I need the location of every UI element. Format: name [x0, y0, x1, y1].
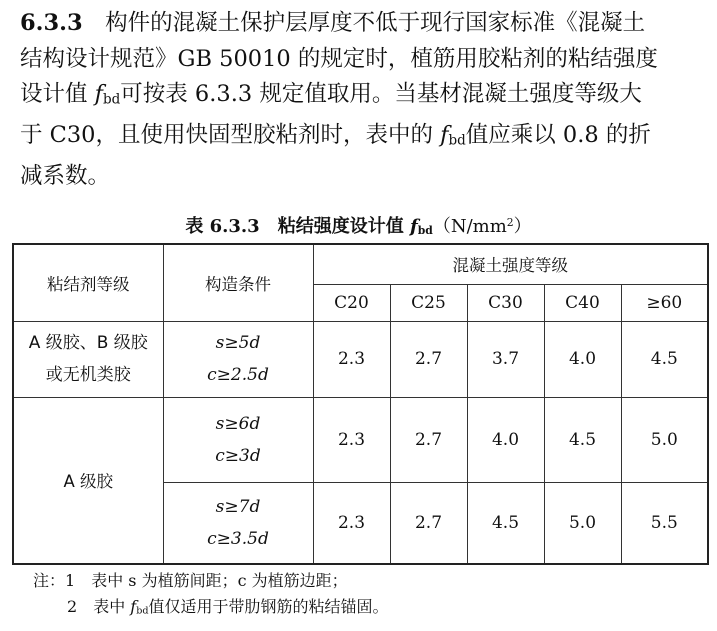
header-strength: 混凝土强度等级 — [313, 244, 708, 284]
header-adhesive: 粘结剂等级 — [13, 244, 163, 321]
symbol-bd: bd — [136, 605, 149, 617]
value-cell: 2.3 — [313, 397, 390, 482]
grade-cell: ≥60 — [621, 284, 708, 321]
clause-text: 于 C30，且使用快固型胶粘剂时，表中的 — [20, 121, 441, 148]
caption-unit: （N/mm — [432, 216, 507, 237]
value-cell: 4.0 — [544, 321, 621, 397]
clause-line-2: 结构设计规范》GB 50010 的规定时，植筋用胶粘剂的粘结强度 — [20, 45, 658, 72]
condition-cell — [163, 482, 313, 564]
grade-cell: C30 — [467, 284, 544, 321]
condition-line: s≥6d — [215, 413, 261, 434]
value-cell: 4.5 — [621, 321, 708, 397]
value-cell: 3.7 — [467, 321, 544, 397]
grade-cell: C20 — [313, 284, 390, 321]
table-notes — [33, 568, 389, 625]
symbol-bd: bd — [448, 132, 466, 149]
value-cell: 5.0 — [544, 482, 621, 564]
value-cell: 4.0 — [467, 397, 544, 482]
table-row — [13, 321, 708, 397]
caption-unit-sup: 2 — [506, 216, 514, 230]
clause-line-3 — [20, 77, 710, 118]
condition-line: s≥5d — [215, 333, 261, 353]
bond-strength-table — [12, 243, 709, 565]
caption-unit-close: ） — [513, 216, 532, 237]
caption-title: 表 6.3.3 粘结强度设计值 — [185, 216, 410, 237]
value-cell: 4.5 — [467, 482, 544, 564]
value-cell: 5.5 — [621, 482, 708, 564]
condition-cell — [163, 321, 313, 397]
value-cell: 2.7 — [390, 482, 467, 564]
clause-text: 值应乘以 0.8 的折 — [465, 121, 651, 148]
clause-line-4 — [20, 118, 710, 159]
table-row — [13, 397, 708, 482]
note-text: 表中 s 为植筋间距；c 为植筋边距； — [91, 571, 348, 590]
adhesive-line: A 级胶、B 级胶 — [28, 333, 148, 353]
note-text: 值仅适用于带肋钢筋的粘结锚固。 — [148, 597, 389, 616]
symbol-f: f — [94, 81, 103, 107]
value-cell: 4.5 — [544, 397, 621, 482]
clause-line-1 — [20, 6, 710, 42]
value-cell: 2.7 — [390, 321, 467, 397]
table-header-row — [13, 244, 708, 284]
clause-text: 可按表 6.3.3 规定值取用。当基材混凝土强度等级大 — [120, 81, 642, 107]
value-cell: 2.3 — [313, 321, 390, 397]
table-caption — [0, 212, 717, 238]
condition-line: c≥2.5d — [207, 365, 269, 385]
symbol-f: f — [409, 216, 418, 237]
clause-text: 设计值 — [20, 81, 95, 107]
note-label: 注：1 — [33, 571, 76, 590]
note-number: 2 — [67, 597, 78, 616]
condition-line: s≥7d — [215, 496, 261, 517]
value-cell: 5.0 — [621, 397, 708, 482]
note-2 — [33, 594, 389, 625]
condition-line: c≥3.5d — [207, 528, 269, 549]
clause-line-5: 减系数。 — [20, 162, 111, 189]
grade-cell: C25 — [390, 284, 467, 321]
value-cell: 2.7 — [390, 397, 467, 482]
adhesive-cell — [13, 321, 163, 397]
clause-paragraph — [20, 6, 710, 194]
adhesive-line: 或无机类胶 — [45, 365, 131, 385]
clause-number: 6.3.3 — [20, 10, 83, 36]
note-text: 表中 — [93, 597, 131, 616]
adhesive-cell: A 级胶 — [13, 397, 163, 564]
clause-text: 构件的混凝土保护层厚度不低于现行国家标准《混凝土 — [105, 10, 646, 36]
grade-cell: C40 — [544, 284, 621, 321]
header-condition: 构造条件 — [163, 244, 313, 321]
symbol-f: f — [130, 597, 137, 616]
value-cell: 2.3 — [313, 482, 390, 564]
note-1 — [33, 568, 389, 594]
symbol-bd: bd — [417, 223, 433, 237]
symbol-f: f — [440, 121, 449, 148]
condition-line: c≥3d — [215, 445, 261, 466]
symbol-bd: bd — [102, 91, 121, 108]
condition-cell — [163, 397, 313, 482]
